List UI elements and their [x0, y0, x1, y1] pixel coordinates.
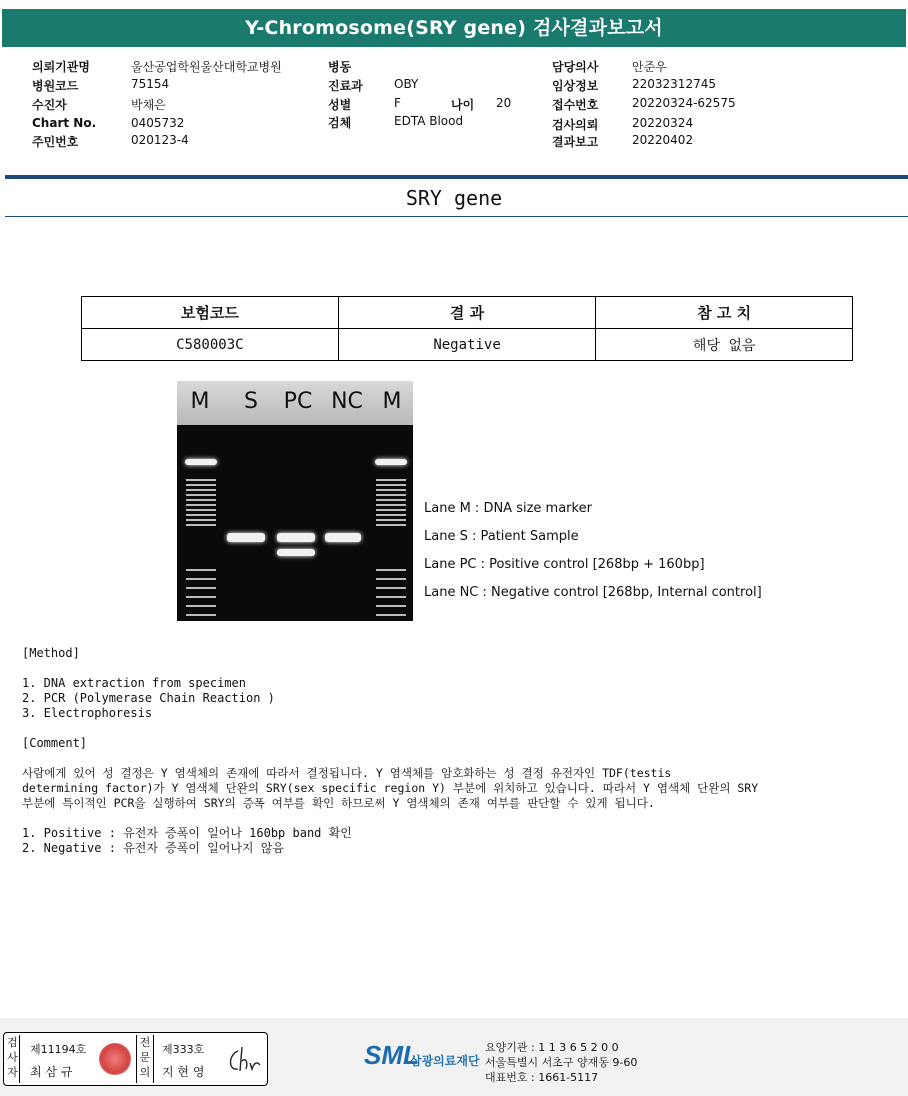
license-number: 제333호 — [162, 1043, 205, 1056]
ladder-band — [376, 504, 406, 506]
method-item: 2. PCR (Polymerase Chain Reaction ) — [22, 691, 275, 705]
band-sample — [227, 533, 265, 542]
gel-lane-header — [177, 381, 413, 425]
info-value: 22032312745 — [632, 77, 716, 91]
info-value: 0405732 — [131, 116, 185, 130]
result-table — [81, 296, 853, 361]
lane-label: NC — [331, 389, 363, 414]
table-row — [82, 329, 853, 361]
info-label: 병원코드 — [32, 79, 79, 93]
ladder-band — [186, 504, 216, 506]
comment-line: 사람에게 있어 성 결정은 Y 염색체의 존재에 따라서 결정됩니다. Y 염색체를 암호화하는 성 결정 유전자인 TDF(testis — [22, 766, 672, 780]
ladder-band — [376, 578, 406, 580]
ladder-band — [186, 514, 216, 516]
info-label: 접수번호 — [552, 98, 599, 112]
method-item: 3. Electrophoresis — [22, 706, 153, 720]
lane-label: PC — [283, 389, 313, 414]
ladder-band — [185, 459, 217, 465]
ladder-band — [376, 596, 406, 598]
section-title: SRY gene — [405, 186, 503, 210]
signature-tag: 검 사 자 — [6, 1035, 20, 1083]
lane-label: S — [244, 389, 258, 414]
band-nc — [325, 533, 361, 542]
contact-line: 대표번호 : 1661-5117 — [485, 1071, 599, 1084]
ladder-band — [376, 489, 406, 491]
ladder-band — [186, 569, 216, 571]
license-number: 제11194호 — [30, 1043, 87, 1056]
ladder-band — [186, 605, 216, 607]
comment-item: 1. Positive : 유전자 증폭이 일어나 160bp band 확인 — [22, 826, 352, 840]
info-label: 병동 — [328, 60, 352, 74]
comment-heading: [Comment] — [22, 736, 88, 750]
handwritten-signature-icon — [224, 1043, 264, 1077]
ladder-band — [186, 509, 216, 511]
official-seal-icon — [99, 1043, 131, 1075]
ladder-band — [186, 489, 216, 491]
ladder-band — [186, 614, 216, 616]
info-label: 임상정보 — [552, 79, 599, 93]
result-header: 보험코드 — [82, 297, 339, 329]
ladder-band — [376, 569, 406, 571]
ladder-band — [376, 524, 406, 526]
info-label: 결과보고 — [552, 135, 599, 149]
ladder-band — [186, 494, 216, 496]
ladder-band — [376, 514, 406, 516]
result-cell: C580003C — [82, 329, 339, 361]
ladder-band — [376, 614, 406, 616]
signer-name: 최 삼 규 — [30, 1065, 73, 1079]
info-label: 의뢰기관명 — [32, 60, 90, 74]
ladder-band — [376, 479, 406, 481]
ladder-band — [376, 499, 406, 501]
info-value: 20 — [496, 96, 512, 110]
comment-item: 2. Negative : 유전자 증폭이 일어나지 않음 — [22, 841, 284, 855]
legend-item: Lane M : DNA size marker — [424, 501, 592, 516]
ladder-band — [186, 479, 216, 481]
ladder-band — [376, 494, 406, 496]
logo-name: 삼광의료재단 — [410, 1054, 480, 1068]
legend-item: Lane PC : Positive control [268bp + 160bp] — [424, 557, 705, 572]
info-label: 성별 — [328, 98, 352, 112]
signer-name: 지 현 영 — [162, 1065, 205, 1079]
result-header: 참 고 치 — [596, 297, 853, 329]
info-label: 검사의뢰 — [552, 118, 599, 132]
ladder-band — [186, 484, 216, 486]
ladder-band — [186, 596, 216, 598]
lane-label: M — [382, 389, 402, 414]
signature-tag: 전 문 의 — [136, 1035, 154, 1083]
info-label: Chart No. — [32, 116, 97, 130]
info-value: 20220324-62575 — [632, 96, 736, 110]
ladder-band — [376, 519, 406, 521]
info-label: 검체 — [328, 116, 352, 130]
method-item: 1. DNA extraction from specimen — [22, 676, 246, 690]
info-label: 주민번호 — [32, 135, 79, 149]
contact-line: 요양기관 : 1 1 3 6 5 2 0 0 — [485, 1041, 619, 1054]
contact-line: 서울특별시 서초구 양재동 9-60 — [485, 1056, 638, 1069]
divider — [5, 216, 908, 217]
band-pc-160 — [277, 549, 315, 556]
info-value: 울산공업학원울산대학교병원 — [131, 60, 282, 74]
info-label: 진료과 — [328, 79, 363, 93]
method-heading: [Method] — [22, 646, 80, 660]
info-value: 20220402 — [632, 133, 694, 147]
info-label: 담당의사 — [552, 60, 599, 74]
info-value: 박채은 — [131, 98, 166, 112]
divider — [5, 175, 908, 179]
legend-item: Lane NC : Negative control [268bp, Internal control] — [424, 585, 762, 600]
ladder-band — [376, 587, 406, 589]
legend-item: Lane S : Patient Sample — [424, 529, 579, 544]
band-pc-268 — [277, 533, 315, 542]
comment-line: 부분에 특이적인 PCR을 실행하여 SRY의 증폭 여부를 확인 하므로써 Y 염색체의 존재 여부를 판단할 수 있게 됩니다. — [22, 796, 655, 810]
info-label: 수진자 — [32, 98, 67, 112]
comment-line: determining factor)가 Y 염색체 단완의 SRY(sex specific region Y) 부분에 위치하고 있습니다. 따라서 Y 염색체 단완의 SRY — [22, 781, 759, 795]
lane-label: M — [190, 389, 210, 414]
ladder-band — [376, 509, 406, 511]
ladder-band — [186, 524, 216, 526]
info-value: OBY — [394, 77, 419, 91]
gel-electrophoresis-image — [177, 381, 413, 621]
ladder-band — [376, 484, 406, 486]
ladder-band — [186, 587, 216, 589]
info-value: F — [394, 96, 401, 110]
result-header: 결 과 — [338, 297, 596, 329]
info-value: 안준우 — [632, 60, 667, 74]
patient-info — [0, 56, 908, 156]
logo-mark: SML — [364, 1040, 419, 1070]
result-cell: 해당 없음 — [596, 329, 853, 361]
info-value: 020123-4 — [131, 133, 189, 147]
info-label: 나이 — [451, 98, 475, 112]
contact-info — [485, 1040, 637, 1085]
ladder-band — [186, 578, 216, 580]
info-value: 20220324 — [632, 116, 694, 130]
info-value: EDTA Blood — [394, 114, 464, 128]
result-cell: Negative — [338, 329, 596, 361]
ladder-band — [186, 519, 216, 521]
ladder-band — [376, 605, 406, 607]
ladder-band — [186, 499, 216, 501]
signature-box — [3, 1032, 268, 1086]
ladder-band — [375, 459, 407, 465]
info-value: 75154 — [131, 77, 170, 91]
report-title: Y-Chromosome(SRY gene) 검사결과보고서 — [2, 9, 906, 47]
